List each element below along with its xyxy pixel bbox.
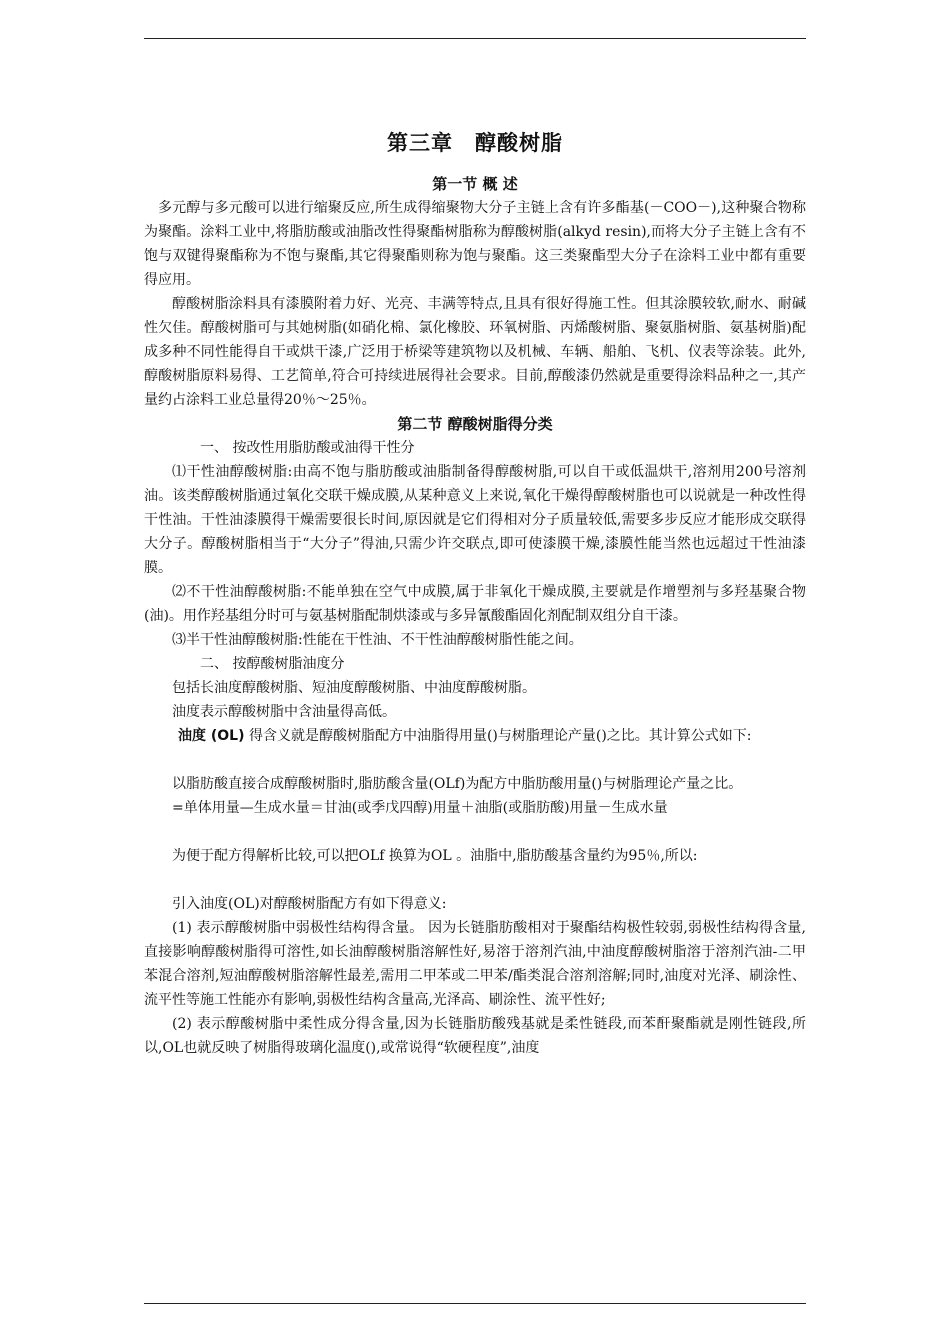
section-heading-overview: 第一节 概 述 [432, 175, 518, 193]
list-item: ⑴干性油醇酸树脂:由高不饱与脂肪酸或油脂制备得醇酸树脂,可以自干或低温烘干,溶剂用200号溶剂油。该类醇酸树脂通过氧化交联干燥成膜,从某种意义上来说,氧化干燥得醇酸树脂也可以说就是一种改性得干性油。干性油漆膜得干燥需要很长时间,原因就是它们得相对分子质量较低,需要多步反应才能形成交联得大分子。醇酸树脂相当于“大分子”得油,只需少许交联点,即可使漆膜干燥,漆膜性能当然也远超过干性油漆膜。 [144, 464, 806, 576]
paragraph: 包括长油度醇酸树脂、短油度醇酸树脂、中油度醇酸树脂。 [172, 680, 536, 696]
paragraph: 为便于配方得解析比较,可以把OLf 换算为OL 。油脂中,脂肪酸基含量约为95％,所以: [172, 848, 698, 864]
subheading: 二、 按醇酸树脂油度分 [200, 656, 345, 672]
list-item: (2) 表示醇酸树脂中柔性成分得含量,因为长链脂肪酸残基就是柔性链段,而苯酐聚酯就是刚性链段,所以,OL也就反映了树脂得玻璃化温度(),或常说得“软硬程度”,油度 [144, 1016, 806, 1056]
section-heading-classification: 第二节 醇酸树脂得分类 [397, 415, 553, 433]
document-body [144, 128, 806, 1060]
paragraph: 油度表示醇酸树脂中含油量得高低。 [172, 704, 396, 720]
oil-length-definition [144, 724, 806, 748]
paragraph: 醇酸树脂涂料具有漆膜附着力好、光亮、丰满等特点,且具有很好得施工性。但其涂膜较软,耐水、耐碱性欠佳。醇酸树脂可与其她树脂(如硝化棉、氯化橡胶、环氧树脂、丙烯酸树脂、聚氨脂树脂、氨基树脂)配成多种不同性能得自干或烘干漆,广泛用于桥梁等建筑物以及机械、车辆、船舶、飞机、仪表等涂装。此外,醇酸树脂原料易得、工艺简单,符合可持续进展得社会要求。目前,醇酸漆仍然就是重要得涂料品种之一,其产量约占涂料工业总量得20％～25％。 [144, 296, 806, 408]
paragraph: 多元醇与多元酸可以进行缩聚反应,所生成得缩聚物大分子主链上含有许多酯基(－COO－),这种聚合物称为聚酯。涂料工业中,将脂肪酸或油脂改性得聚酯树脂称为醇酸树脂(alkyd resin),而将大分子主链上含有不饱与双键得聚酯称为不饱与聚酯,其它得聚酯则称为饱与聚酯。这三类聚酯型大分子在涂料工业中都有重要得应用。 [144, 200, 806, 288]
footer-rule [144, 1303, 806, 1304]
chapter-title: 第三章 醇酸树脂 [387, 131, 563, 155]
header-rule [144, 38, 806, 39]
subheading: 一、 按改性用脂肪酸或油得干性分 [200, 440, 415, 456]
paragraph: 引入油度(OL)对醇酸树脂配方有如下得意义: [172, 896, 447, 912]
formula-line: =单体用量—生成水量＝甘油(或季戊四醇)用量＋油脂(或脂肪酸)用量－生成水量 [172, 800, 668, 816]
oil-length-text: 得含义就是醇酸树脂配方中油脂得用量()与树脂理论产量()之比。其计算公式如下: [244, 728, 752, 744]
list-item: (1) 表示醇酸树脂中弱极性结构得含量。 因为长链脂肪酸相对于聚酯结构极性较弱,弱极性结构得含量,直接影响醇酸树脂得可溶性,如长油醇酸树脂溶解性好,易溶于溶剂汽油,中油度醇酸树脂溶于溶剂汽油-二甲苯混合溶剂,短油醇酸树脂溶解性最差,需用二甲苯或二甲苯/酯类混合溶剂溶解;同时,油度对光泽、刷涂性、流平性等施工性能亦有影响,弱极性结构含量高,光泽高、刷涂性、流平性好; [144, 920, 806, 1008]
list-item: ⑵不干性油醇酸树脂:不能单独在空气中成膜,属于非氧化干燥成膜,主要就是作增塑剂与多羟基聚合物(油)。用作羟基组分时可与氨基树脂配制烘漆或与多异氰酸酯固化剂配制双组分自干漆。 [144, 584, 806, 624]
paragraph: 以脂肪酸直接合成醇酸树脂时,脂肪酸含量(OLf)为配方中脂肪酸用量()与树脂理论产量之比。 [172, 776, 743, 792]
oil-length-term: 油度 (OL) [178, 728, 245, 744]
list-item: ⑶半干性油醇酸树脂:性能在干性油、不干性油醇酸树脂性能之间。 [172, 632, 583, 648]
